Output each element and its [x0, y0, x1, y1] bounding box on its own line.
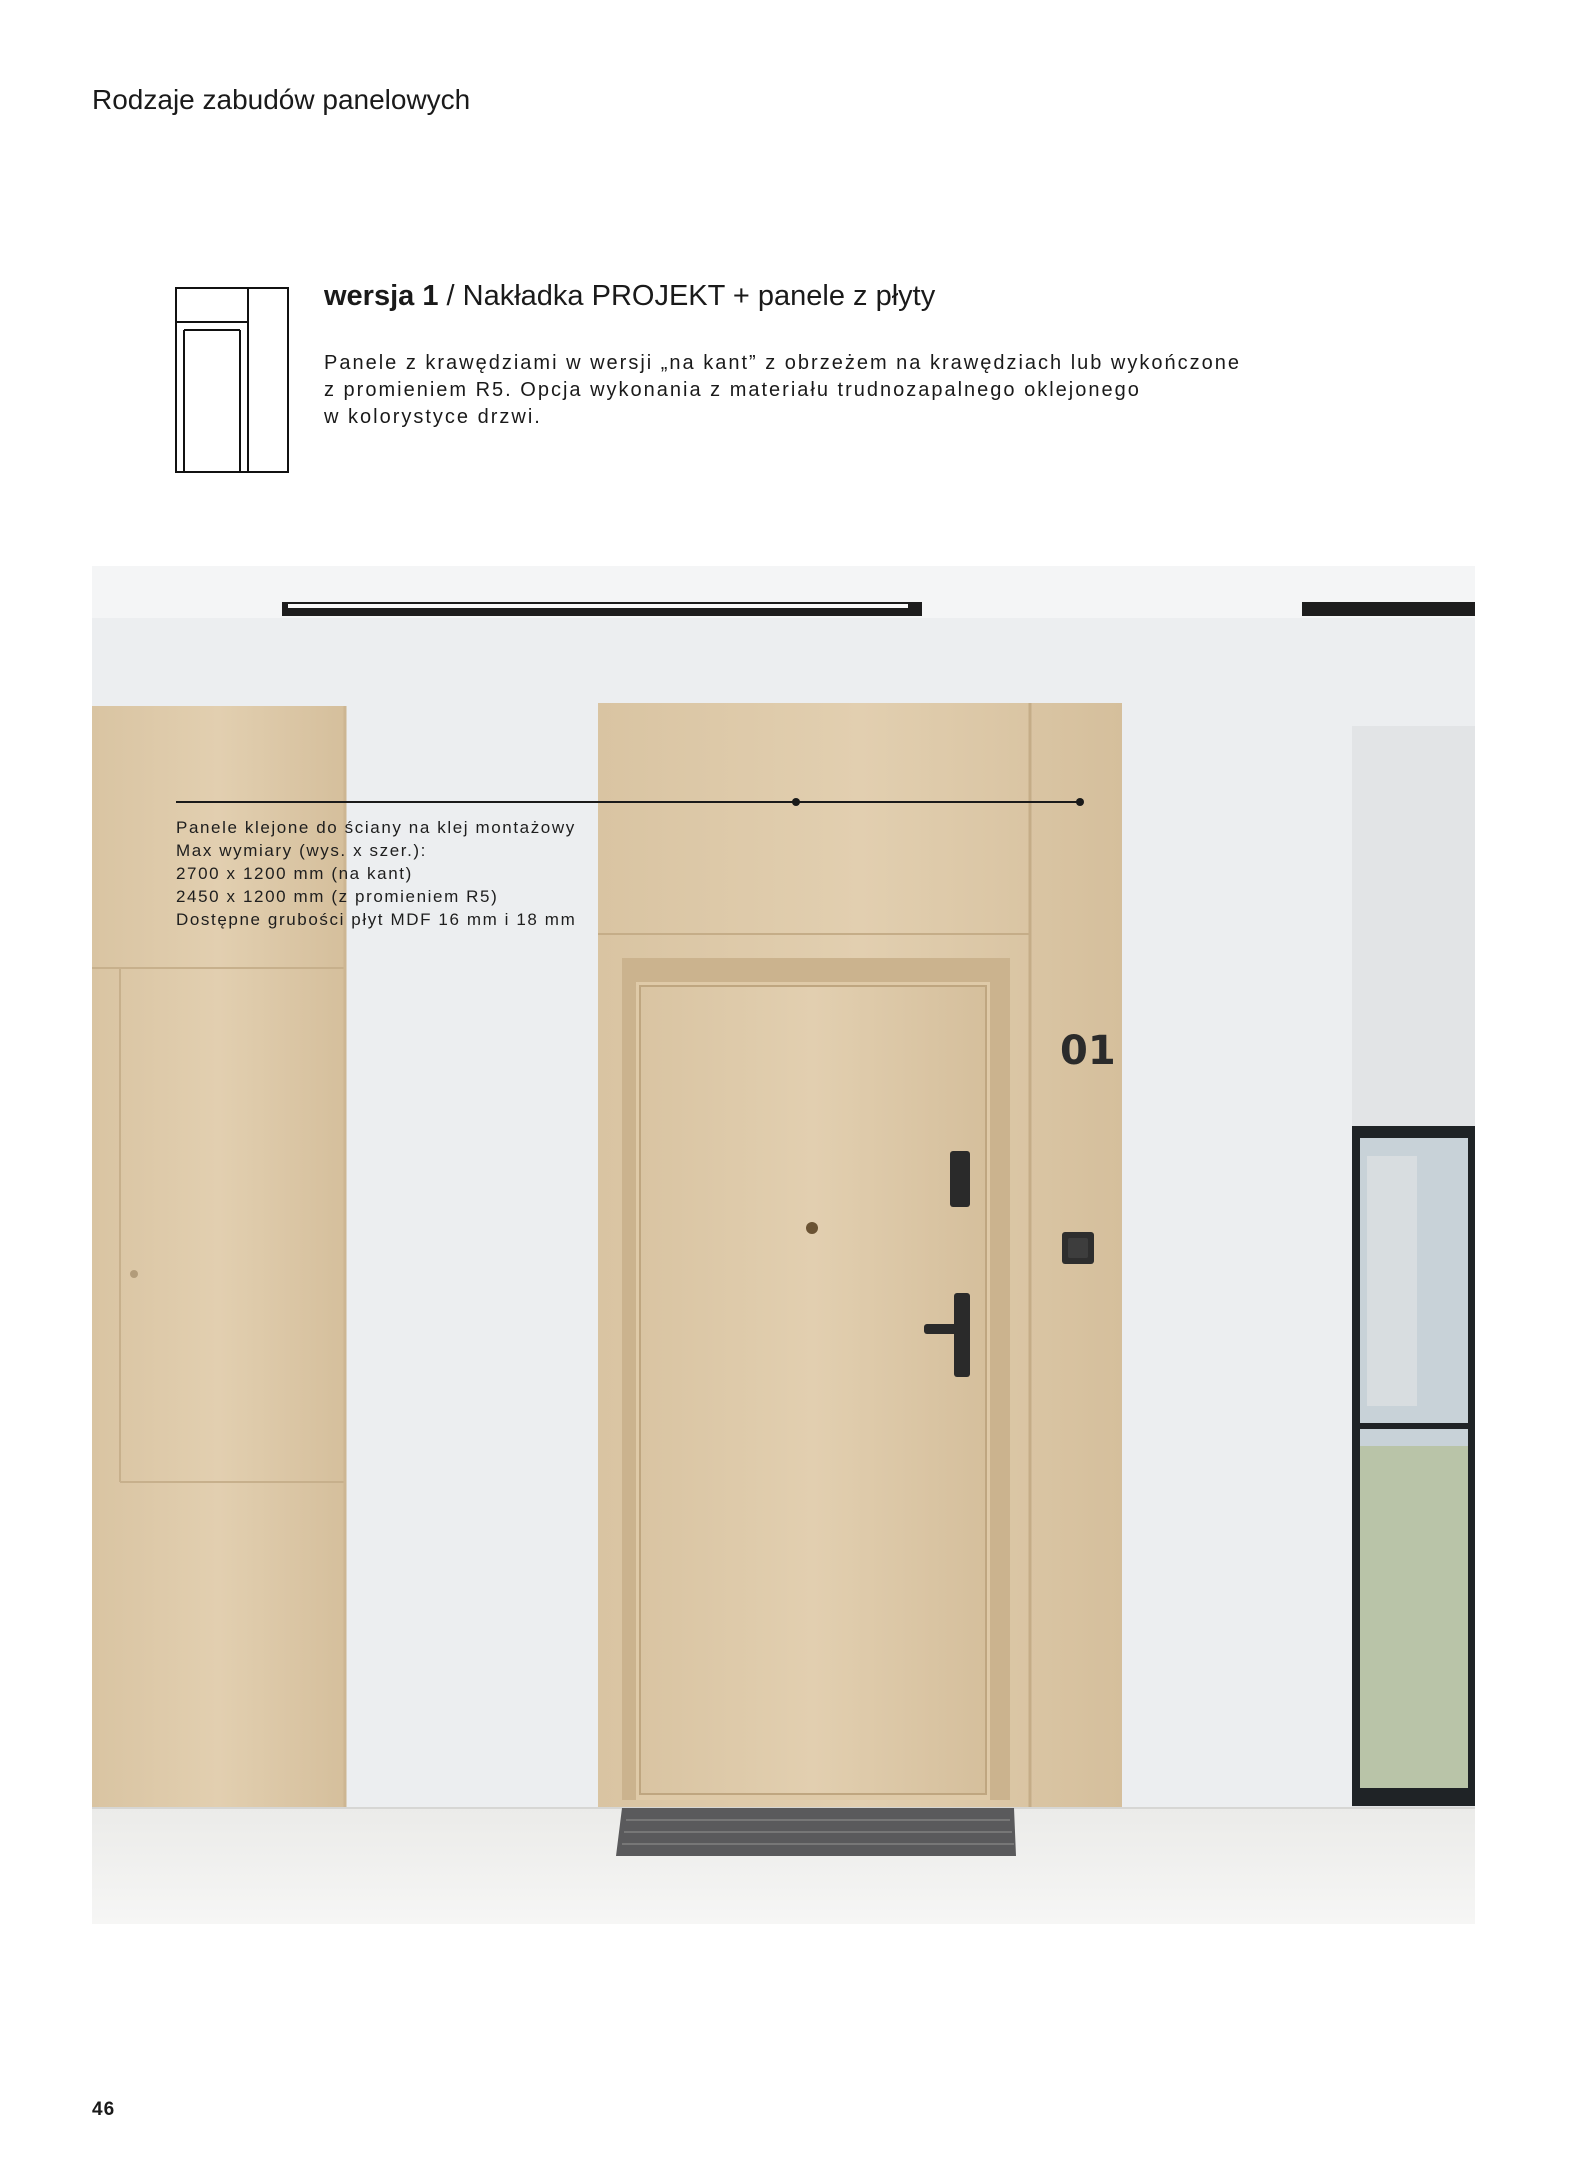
section-title: Rodzaje zabudów panelowych [92, 84, 471, 115]
version-label: wersja 1 [324, 280, 439, 312]
description-line: w kolorystyce drzwi. [324, 406, 542, 428]
annotation-line: Panele klejone do ściany na klej montażowy [176, 818, 576, 837]
annotation-line: 2450 x 1200 mm (z promieniem R5) [176, 887, 499, 906]
page-number: 46 [92, 2099, 116, 2120]
annotation-line: Dostępne grubości płyt MDF 16 mm i 18 mm [176, 910, 577, 929]
annotation-text [176, 816, 576, 931]
annotation-pointer [176, 798, 1084, 806]
version-name: / Nakładka PROJEKT + panele z płyty [446, 280, 936, 312]
version-title [324, 280, 935, 313]
version-description [324, 350, 1284, 431]
annotation-line: Max wymiary (wys. x szer.): [176, 841, 427, 860]
description-line: Panele z krawędziami w wersji „na kant” z obrzeżem na krawędziach lub wykończone [324, 352, 1241, 374]
annotation-line: 2700 x 1200 mm (na kant) [176, 864, 413, 883]
door-number: 01 [1060, 1028, 1116, 1074]
panel-scheme-icon [174, 286, 290, 474]
description-line: z promieniem R5. Opcja wykonania z materiału trudnozapalnego oklejonego [324, 379, 1141, 401]
interior-photo [92, 566, 1475, 1924]
